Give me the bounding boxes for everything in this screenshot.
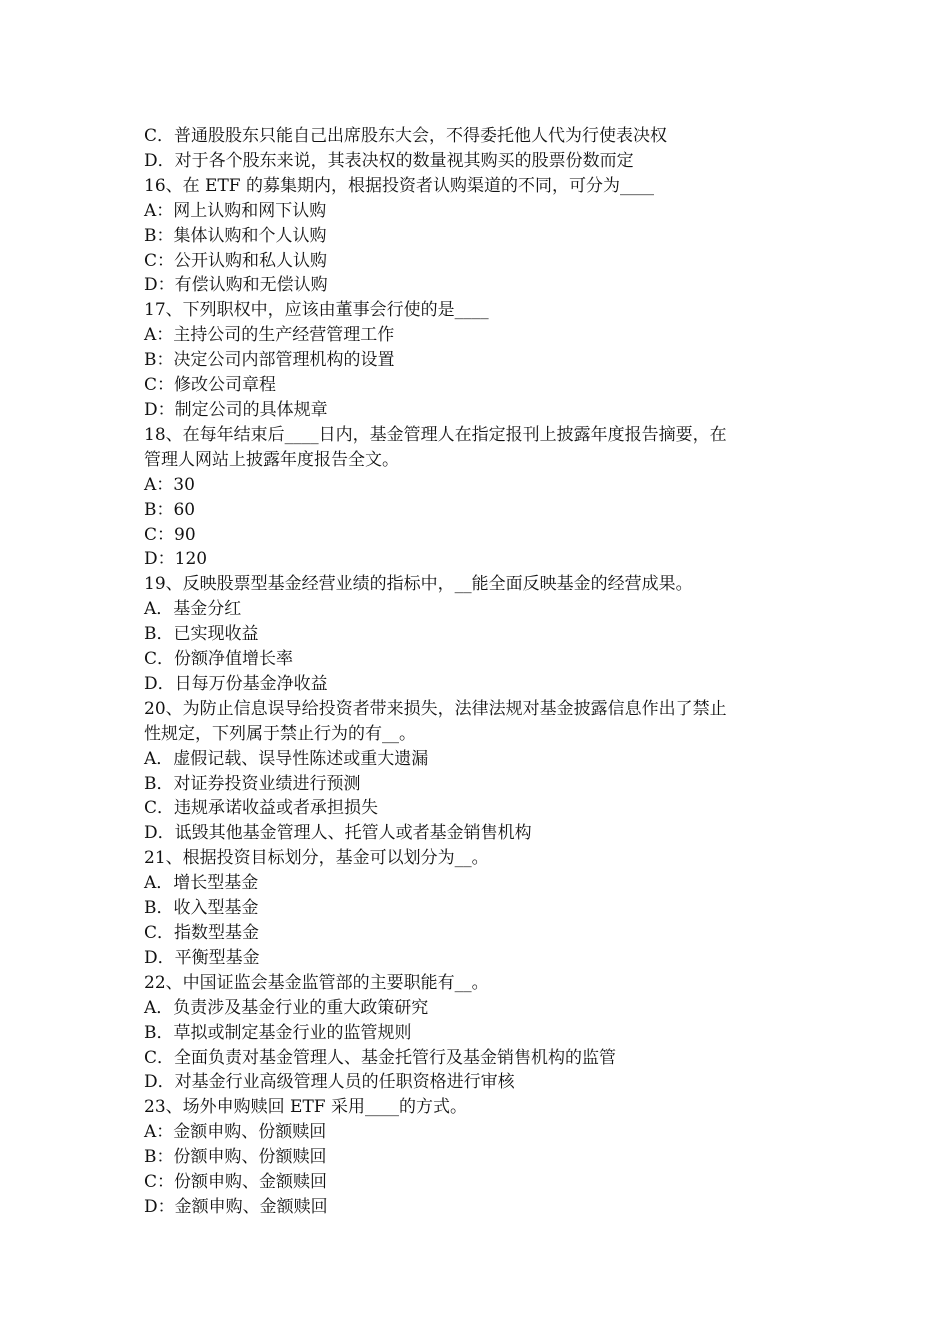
option-c: C：公开认购和私人认购 <box>144 250 328 271</box>
option-d: D．日每万份基金净收益 <box>144 673 328 694</box>
option-c: C．违规承诺收益或者承担损失 <box>144 798 379 819</box>
option-d: D：120 <box>144 549 208 570</box>
option-b: B．已实现收益 <box>144 624 259 645</box>
text-line: C．普通股股东只能自己出席股东大会，不得委托他人代为行使表决权 <box>144 126 668 146</box>
option-b: B：决定公司内部管理机构的设置 <box>144 350 395 371</box>
option-d: D．对基金行业高级管理人员的任职资格进行审核 <box>144 1072 515 1093</box>
question-16: 16、在 ETF 的募集期内，根据投资者认购渠道的不同，可分为____ <box>144 175 654 196</box>
option-a: A：金额申购、份额赎回 <box>144 1122 327 1143</box>
option-c: C：修改公司章程 <box>144 375 277 396</box>
question-23: 23、场外申购赎回 ETF 采用____的方式。 <box>144 1097 467 1118</box>
question-19: 19、反映股票型基金经营业绩的指标中，__能全面反映基金的经营成果。 <box>144 574 693 595</box>
option-b: B．收入型基金 <box>144 898 259 919</box>
option-a: A．负责涉及基金行业的重大政策研究 <box>144 997 429 1018</box>
option-a: A．增长型基金 <box>144 873 259 894</box>
option-b: B．草拟或制定基金行业的监管规则 <box>144 1022 412 1043</box>
question-18: 18、在每年结束后____日内，基金管理人在指定报刊上披露年度报告摘要，在 <box>144 424 727 445</box>
option-c: C．份额净值增长率 <box>144 649 294 670</box>
option-d: D：有偿认购和无偿认购 <box>144 275 328 296</box>
question-22: 22、中国证监会基金监管部的主要职能有__。 <box>144 972 489 993</box>
option-b: B．对证券投资业绩进行预测 <box>144 773 361 794</box>
option-c: C．指数型基金 <box>144 923 260 943</box>
document-page <box>144 124 814 1220</box>
question-18-continued: 管理人网站上披露年度报告全文。 <box>144 449 399 470</box>
option-d: D：制定公司的具体规章 <box>144 399 328 420</box>
question-21: 21、根据投资目标划分，基金可以划分为__。 <box>144 848 489 869</box>
option-a: A．基金分红 <box>144 599 242 620</box>
option-c: C：90 <box>144 524 196 545</box>
option-d: D：金额申购、金额赎回 <box>144 1196 328 1217</box>
text-line: D．对于各个股东来说，其表决权的数量视其购买的股票份数而定 <box>144 150 634 171</box>
question-17: 17、下列职权中，应该由董事会行使的是____ <box>144 300 489 321</box>
option-c: C：份额申购、金额赎回 <box>144 1172 328 1193</box>
question-20: 20、为防止信息误导给投资者带来损失，法律法规对基金披露信息作出了禁止 <box>144 698 727 719</box>
option-d: D．诋毁其他基金管理人、托管人或者基金销售机构 <box>144 823 532 844</box>
option-a: A：主持公司的生产经营管理工作 <box>144 325 395 346</box>
question-20-continued: 性规定，下列属于禁止行为的有__。 <box>144 723 416 744</box>
option-b: B：集体认购和个人认购 <box>144 225 327 246</box>
option-a: A：30 <box>144 474 195 495</box>
option-c: C．全面负责对基金管理人、基金托管行及基金销售机构的监管 <box>144 1047 617 1068</box>
option-a: A：网上认购和网下认购 <box>144 200 327 221</box>
option-d: D．平衡型基金 <box>144 947 260 968</box>
option-b: B：份额申购、份额赎回 <box>144 1147 327 1168</box>
option-b: B：60 <box>144 499 196 520</box>
option-a: A．虚假记载、误导性陈述或重大遗漏 <box>144 748 429 769</box>
